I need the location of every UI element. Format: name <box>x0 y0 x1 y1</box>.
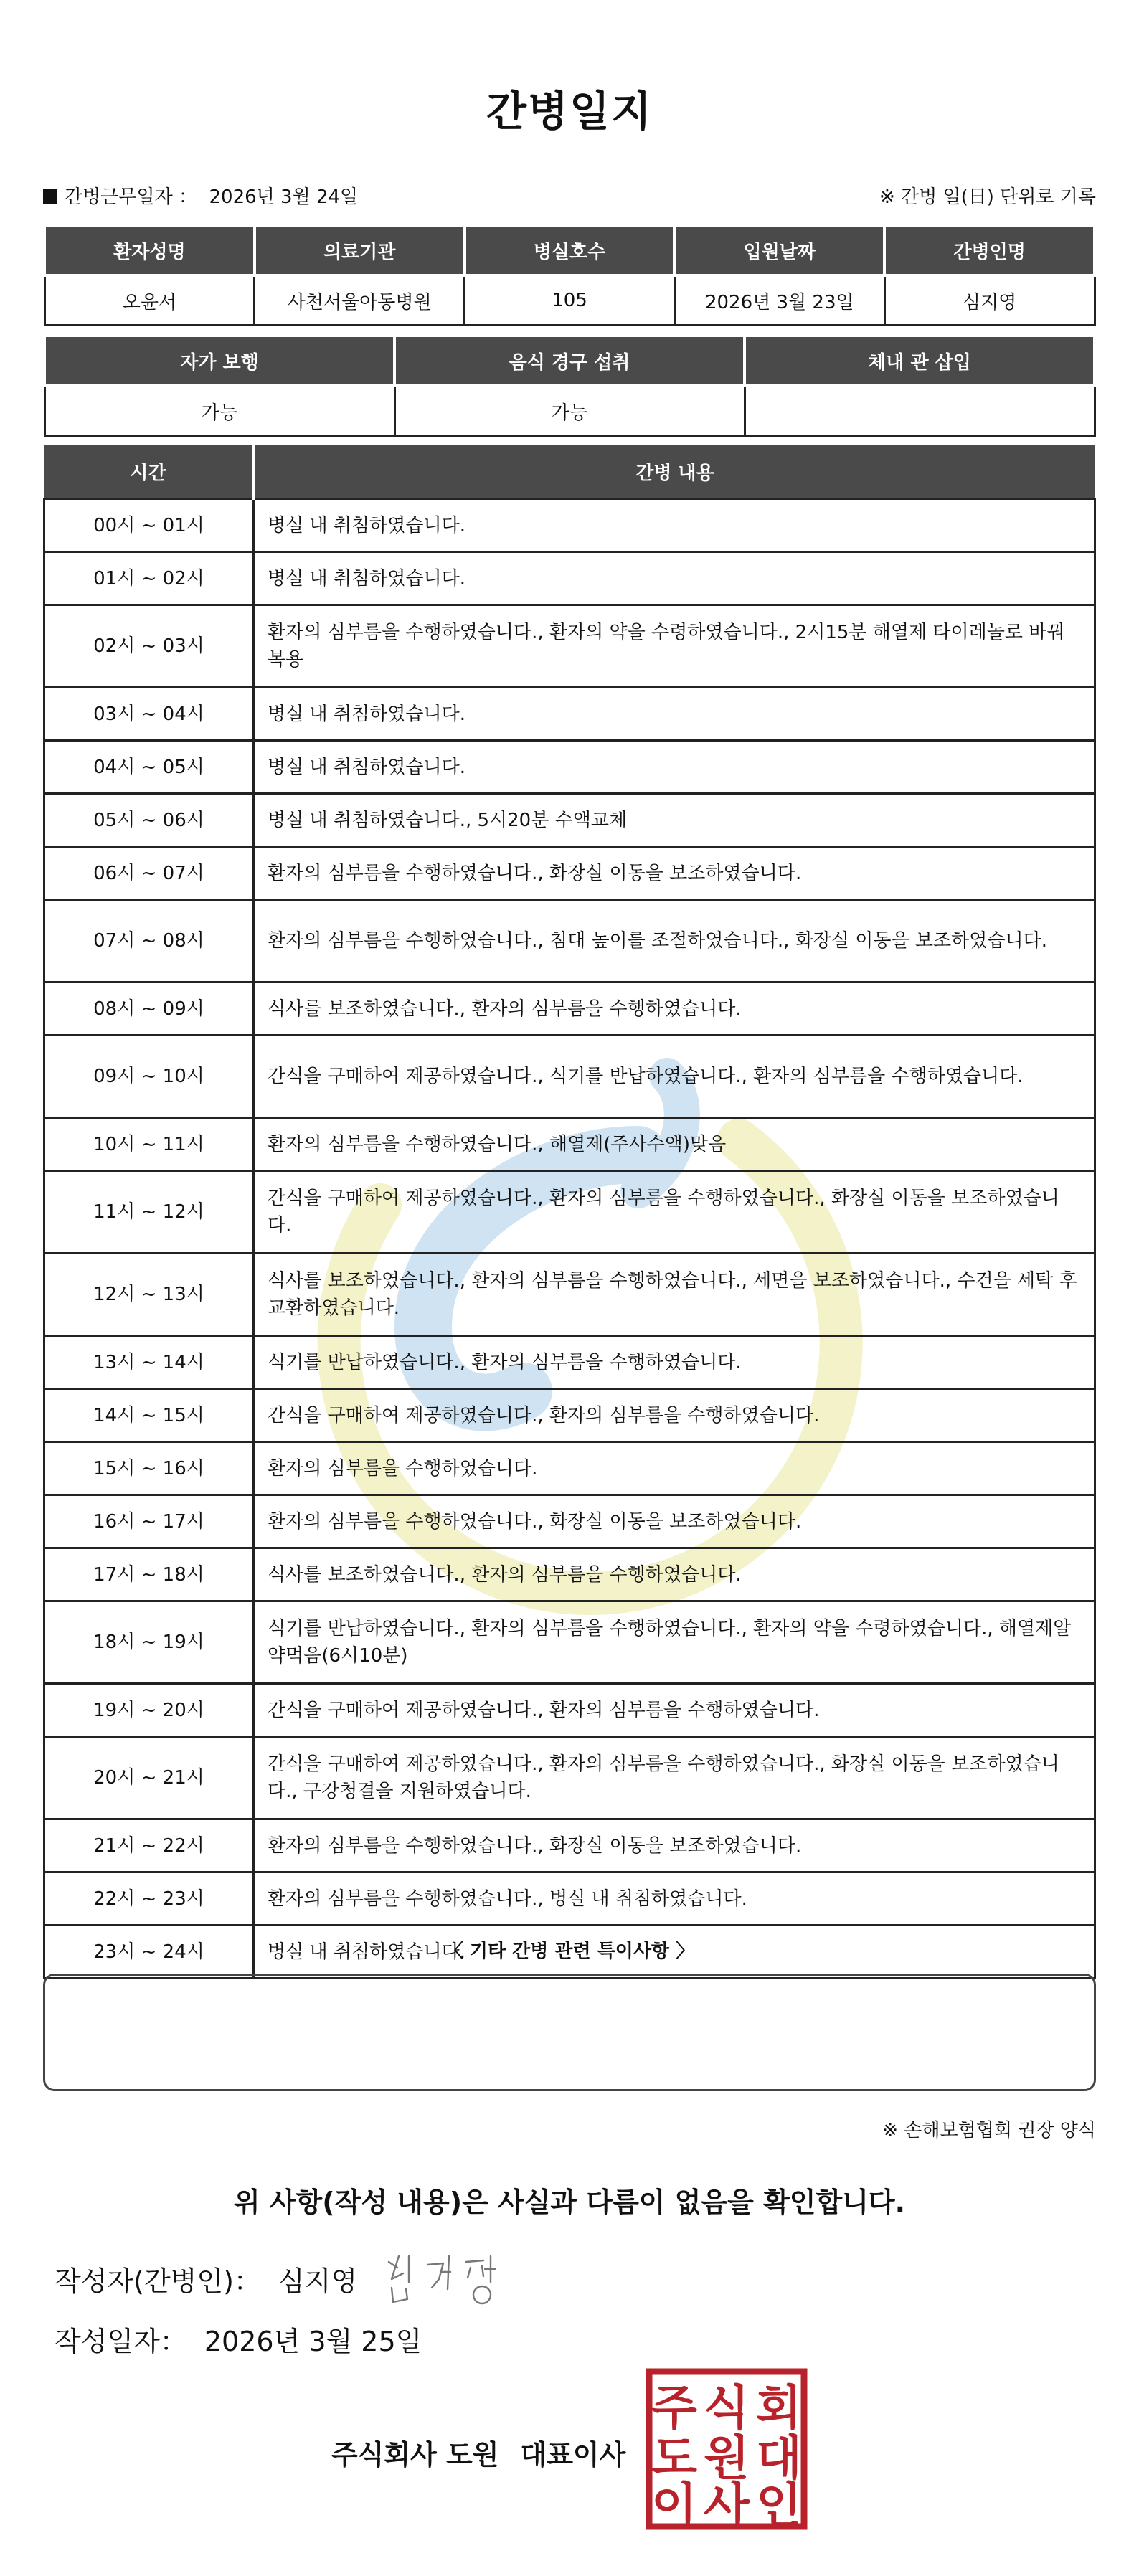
log-row <box>44 1872 1095 1926</box>
work-date <box>43 182 358 209</box>
log-time-cell: 00시 ~ 01시 <box>44 499 254 552</box>
log-row <box>44 794 1095 847</box>
header-tube-insertion: 체내 관 삽입 <box>745 336 1095 386</box>
header-room-number: 병실호수 <box>465 225 675 275</box>
log-time-cell: 07시 ~ 08시 <box>44 900 254 982</box>
log-content-cell: 간식을 구매하여 제공하였습니다., 환자의 심부름을 수행하였습니다., 화장실 이동을 보조하였습니다., 구강청결을 지원하였습니다. <box>254 1737 1095 1819</box>
svg-text:도: 도 <box>651 2430 697 2486</box>
log-row <box>44 1254 1095 1336</box>
special-notes-title: 〈 기타 간병 관련 특이사항 〉 <box>444 1941 695 1962</box>
log-time-cell: 08시 ~ 09시 <box>44 982 254 1036</box>
log-row <box>44 552 1095 605</box>
log-row <box>44 982 1095 1036</box>
log-row <box>44 1036 1095 1118</box>
log-time-cell: 10시 ~ 11시 <box>44 1118 254 1171</box>
log-time-cell: 20시 ~ 21시 <box>44 1737 254 1819</box>
log-content-cell: 병실 내 취침하였습니다. <box>254 1926 1095 1979</box>
log-row <box>44 741 1095 794</box>
written-date-label: 작성일자： <box>55 2326 187 2357</box>
log-content-cell: 환자의 심부름을 수행하였습니다., 환자의 약을 수령하였습니다., 2시15분 해열제 타이레놀로 바꿔 복용 <box>254 605 1095 688</box>
log-time-cell: 16시 ~ 17시 <box>44 1495 254 1548</box>
header-oral-intake: 음식 경구 섭취 <box>394 336 745 386</box>
log-content-cell: 환자의 심부름을 수행하였습니다., 병실 내 취침하였습니다. <box>254 1872 1095 1926</box>
log-row <box>44 1389 1095 1442</box>
patient-info-value-row <box>44 275 1095 326</box>
svg-text:인: 인 <box>756 2478 802 2530</box>
log-row <box>44 900 1095 982</box>
company-seal-icon <box>646 2368 808 2530</box>
svg-text:식: 식 <box>704 2380 750 2435</box>
svg-text:주: 주 <box>651 2380 697 2435</box>
log-content-cell: 식기를 반납하였습니다., 환자의 심부름을 수행하였습니다., 환자의 약을 수령하였습니다., 해열제알약먹음(6시10분) <box>254 1601 1095 1684</box>
hospital-name: 사천서울아동병원 <box>255 275 465 326</box>
patient-info-header-row <box>44 225 1095 275</box>
log-row <box>44 499 1095 552</box>
log-content-cell: 병실 내 취침하였습니다. <box>254 499 1095 552</box>
caregiver-name: 심지영 <box>884 275 1095 326</box>
header-self-walking: 자가 보행 <box>44 336 394 386</box>
log-content-cell: 식사를 보조하였습니다., 환자의 심부름을 수행하였습니다., 세면을 보조하였습니다., 수건을 세탁 후 교환하였습니다. <box>254 1254 1095 1336</box>
log-time-cell: 03시 ~ 04시 <box>44 688 254 741</box>
log-row <box>44 605 1095 688</box>
header-time: 시간 <box>44 445 254 499</box>
svg-text:이: 이 <box>651 2478 697 2530</box>
writer-name: 심지영 <box>278 2265 358 2297</box>
log-time-cell: 22시 ~ 23시 <box>44 1872 254 1926</box>
log-time-cell: 18시 ~ 19시 <box>44 1601 254 1684</box>
log-content-cell: 병실 내 취침하였습니다. <box>254 552 1095 605</box>
meta-row <box>43 182 1096 211</box>
log-time-cell: 15시 ~ 16시 <box>44 1442 254 1495</box>
log-time-cell: 14시 ~ 15시 <box>44 1389 254 1442</box>
log-content-cell: 환자의 심부름을 수행하였습니다. <box>254 1442 1095 1495</box>
hourly-care-log-table <box>43 445 1096 1979</box>
oral-intake-value: 가능 <box>394 386 745 436</box>
log-content-cell: 간식을 구매하여 제공하였습니다., 환자의 심부름을 수행하였습니다. <box>254 1389 1095 1442</box>
special-notes-box <box>43 1974 1096 2091</box>
log-row <box>44 1442 1095 1495</box>
page-title: 간병일지 <box>486 87 653 136</box>
log-time-cell: 09시 ~ 10시 <box>44 1036 254 1118</box>
log-row <box>44 1171 1095 1254</box>
log-content-cell: 환자의 심부름을 수행하였습니다., 해열제(주사수액)맞음 <box>254 1118 1095 1171</box>
handwritten-signature <box>382 2246 504 2311</box>
log-row <box>44 1495 1095 1548</box>
svg-text:원: 원 <box>704 2430 750 2486</box>
log-content-cell: 환자의 심부름을 수행하였습니다., 화장실 이동을 보조하였습니다. <box>254 1495 1095 1548</box>
log-row <box>44 1601 1095 1684</box>
header-hospital: 의료기관 <box>255 225 465 275</box>
admission-date: 2026년 3월 23일 <box>674 275 884 326</box>
log-content-cell: 병실 내 취침하였습니다., 5시20분 수액교체 <box>254 794 1095 847</box>
status-header-row <box>44 336 1095 386</box>
log-time-cell: 19시 ~ 20시 <box>44 1684 254 1737</box>
log-row <box>44 1737 1095 1819</box>
log-content-cell: 환자의 심부름을 수행하였습니다., 침대 높이를 조절하였습니다., 화장실 이동을 보조하였습니다. <box>254 900 1095 982</box>
confirmation-statement: 위 사항(작성 내용)은 사실과 다름이 없음을 확인합니다. <box>233 2187 906 2218</box>
log-time-cell: 13시 ~ 14시 <box>44 1336 254 1389</box>
log-row <box>44 1548 1095 1601</box>
log-content-cell: 환자의 심부름을 수행하였습니다., 화장실 이동을 보조하였습니다. <box>254 847 1095 900</box>
patient-status-table <box>43 334 1096 437</box>
company-role: 대표이사 <box>520 2439 626 2471</box>
log-content-cell: 간식을 구매하여 제공하였습니다., 식기를 반납하였습니다., 환자의 심부름을 수행하였습니다. <box>254 1036 1095 1118</box>
log-content-cell: 간식을 구매하여 제공하였습니다., 환자의 심부름을 수행하였습니다. <box>254 1684 1095 1737</box>
log-row <box>44 847 1095 900</box>
written-date-line <box>55 2319 422 2359</box>
log-time-cell: 21시 ~ 22시 <box>44 1819 254 1872</box>
log-time-cell: 12시 ~ 13시 <box>44 1254 254 1336</box>
written-date-value: 2026년 3월 25일 <box>204 2326 422 2357</box>
work-date-value: 2026년 3월 24일 <box>209 186 359 208</box>
log-row <box>44 1819 1095 1872</box>
log-time-cell: 06시 ~ 07시 <box>44 847 254 900</box>
square-bullet-icon <box>43 189 57 204</box>
log-row <box>44 1684 1095 1737</box>
unit-note: ※ 간병 일(日) 단위로 기록 <box>879 186 1096 208</box>
log-row <box>44 1118 1095 1171</box>
log-content-cell: 병실 내 취침하였습니다. <box>254 688 1095 741</box>
writer-line <box>55 2259 357 2298</box>
svg-text:대: 대 <box>756 2430 802 2486</box>
log-content-cell: 식기를 반납하였습니다., 환자의 심부름을 수행하였습니다. <box>254 1336 1095 1389</box>
log-content-cell: 병실 내 취침하였습니다. <box>254 741 1095 794</box>
log-time-cell: 17시 ~ 18시 <box>44 1548 254 1601</box>
log-body <box>44 499 1095 1979</box>
log-time-cell: 23시 ~ 24시 <box>44 1926 254 1979</box>
log-content-cell: 간식을 구매하여 제공하였습니다., 환자의 심부름을 수행하였습니다., 화장실 이동을 보조하였습니다. <box>254 1171 1095 1254</box>
room-number: 105 <box>465 275 675 326</box>
work-date-label: 간병근무일자 ： <box>65 186 197 208</box>
self-walking-value: 가능 <box>44 386 394 436</box>
log-time-cell: 04시 ~ 05시 <box>44 741 254 794</box>
log-header-row <box>44 445 1095 499</box>
log-time-cell: 11시 ~ 12시 <box>44 1171 254 1254</box>
log-row <box>44 688 1095 741</box>
log-content-cell: 환자의 심부름을 수행하였습니다., 화장실 이동을 보조하였습니다. <box>254 1819 1095 1872</box>
log-time-cell: 02시 ~ 03시 <box>44 605 254 688</box>
log-time-cell: 05시 ~ 06시 <box>44 794 254 847</box>
recommendation-note: ※ 손해보험협회 권장 양식 <box>882 2120 1096 2141</box>
log-row <box>44 1336 1095 1389</box>
header-admission-date: 입원날짜 <box>674 225 884 275</box>
log-content-cell: 식사를 보조하였습니다., 환자의 심부름을 수행하였습니다. <box>254 982 1095 1036</box>
header-caregiver-name: 간병인명 <box>884 225 1095 275</box>
patient-name: 오윤서 <box>44 275 255 326</box>
tube-insertion-value <box>745 386 1095 436</box>
svg-text:사: 사 <box>704 2478 750 2530</box>
svg-text:회: 회 <box>756 2380 802 2435</box>
company-name: 주식회사 도원 <box>331 2439 499 2471</box>
header-patient-name: 환자성명 <box>44 225 255 275</box>
company-line <box>331 2433 625 2472</box>
log-time-cell: 01시 ~ 02시 <box>44 552 254 605</box>
patient-info-table <box>43 224 1096 326</box>
status-value-row <box>44 386 1095 436</box>
header-care-content: 간병 내용 <box>254 445 1095 499</box>
writer-label: 작성자(간병인)： <box>55 2265 261 2297</box>
log-content-cell: 식사를 보조하였습니다., 환자의 심부름을 수행하였습니다. <box>254 1548 1095 1601</box>
